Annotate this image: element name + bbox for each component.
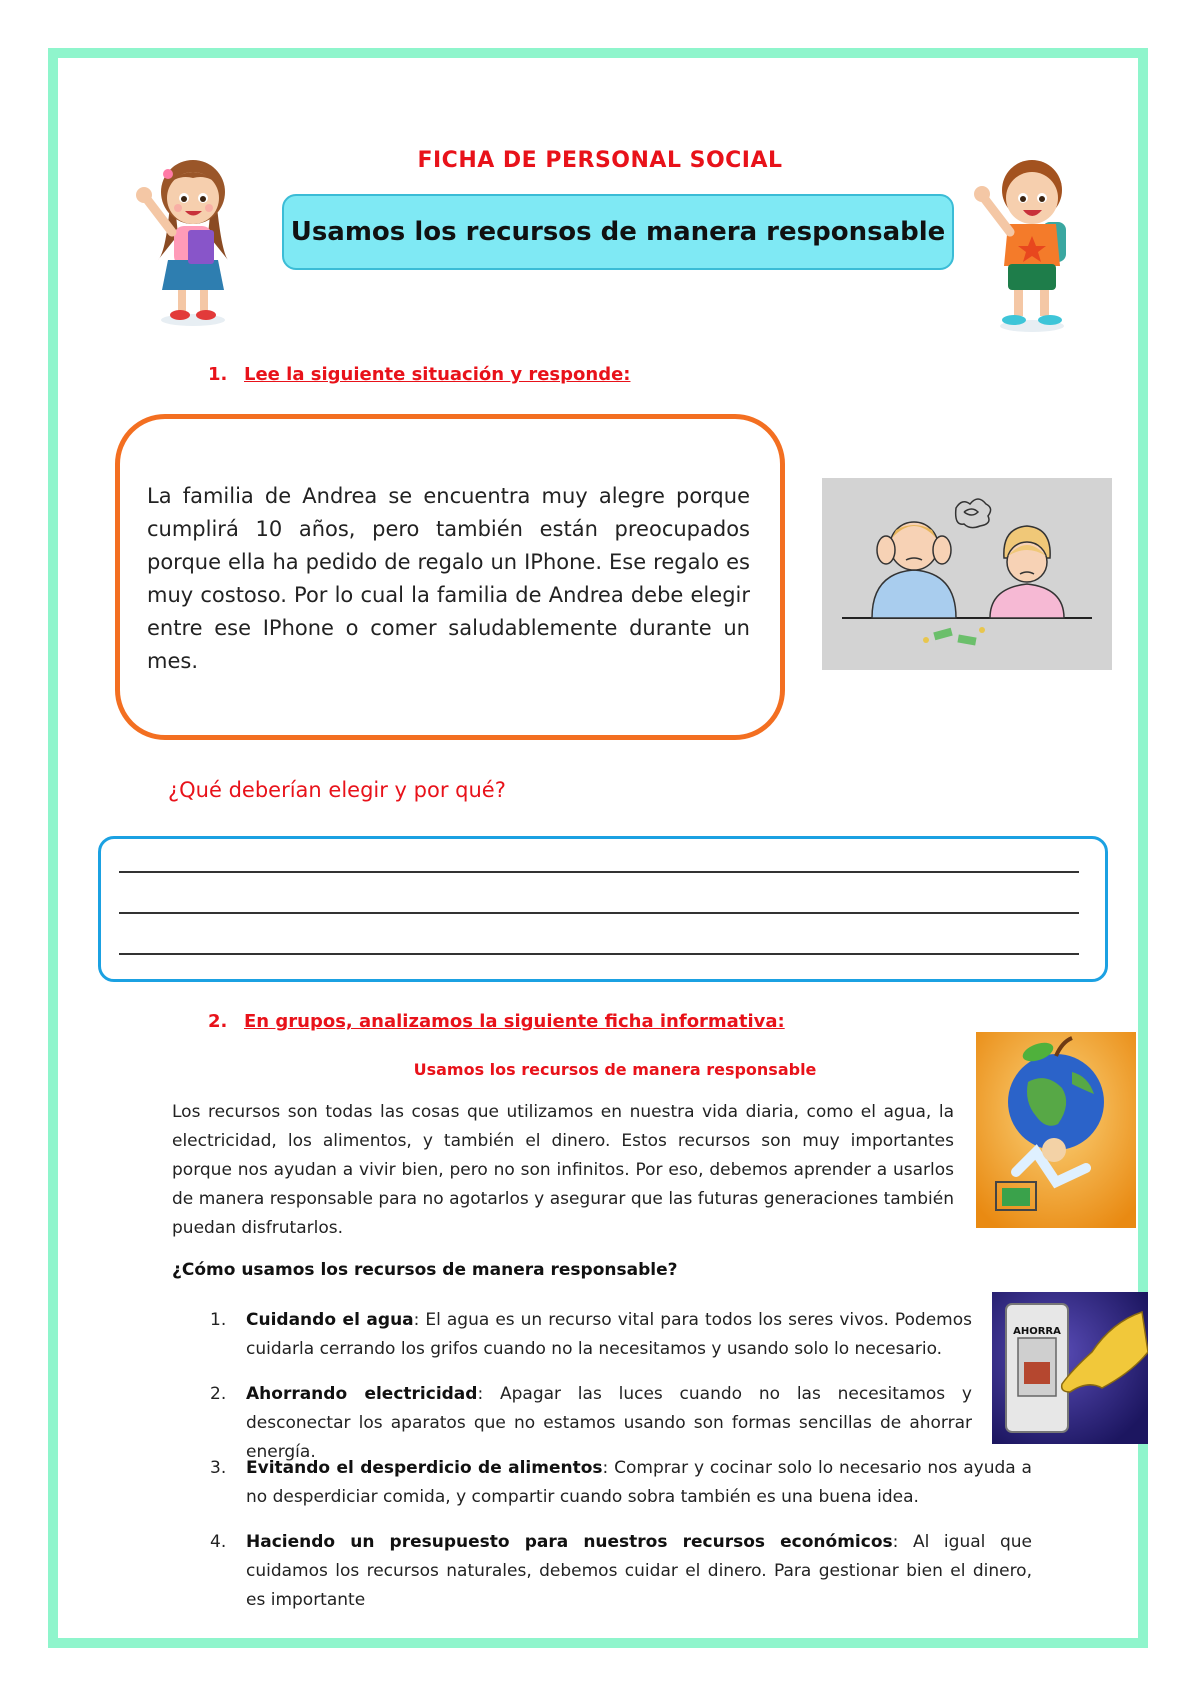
light-switch-illustration (992, 1292, 1148, 1444)
question-text: ¿Qué deberían elegir y por qué? (168, 778, 506, 802)
list-item-2-text: : Apagar las luces cuando no las necesitamos y desconectar los aparatos que no estamos usando son formas sencillas de ahorrar energía. (246, 1384, 972, 1462)
section-2-heading-text: En grupos, analizamos la siguiente ficha informativa: (244, 1011, 785, 1032)
list-item-3-text: : Comprar y cocinar solo lo necesario nos ayuda a no desperdiciar comida, y compartir cuando sobra también es una buena idea. (246, 1458, 1032, 1507)
worksheet-title: FICHA DE PERSONAL SOCIAL (417, 148, 783, 173)
list-item-1-title: Cuidando el agua (246, 1310, 414, 1330)
list-item-4 (210, 1528, 1032, 1615)
list-item-3-number: 3. (210, 1458, 227, 1478)
list-item-3 (210, 1454, 1032, 1512)
info-paragraph: Los recursos son todas las cosas que utilizamos en nuestra vida diaria, como el agua, la electricidad, los alimentos, y también el dinero. Estos recursos son muy importantes porque nos ayudan a vivir bien, pero no son infinitos. Por eso, debemos aprender a usarlos de manera responsable para no agotarlos y asegurar que las futuras generaciones también puedan disfrutarlos. (172, 1102, 954, 1238)
section-1-heading-text: Lee la siguiente situación y responde: (244, 364, 631, 385)
list-item-1 (210, 1306, 972, 1364)
list-item-2-number: 2. (210, 1384, 227, 1404)
list-item-3-title: Evitando el desperdicio de alimentos (246, 1458, 603, 1478)
answer-line[interactable] (119, 953, 1079, 955)
answer-line[interactable] (119, 912, 1079, 914)
story-text: La familia de Andrea se encuentra muy alegre porque cumplirá 10 años, pero también están preocupados porque ella ha pedido de regalo un IPhone. Ese regalo es muy costoso. Por lo cual la familia de Andrea debe elegir entre ese IPhone o comer saludablemente durante un mes. (147, 484, 750, 673)
list-item-1-text: : El agua es un recurso vital para todos los seres vivos. Podemos cuidarla cerrando los grifos cuando no la necesitamos y usando solo lo necesario. (246, 1310, 973, 1359)
earth-apple-illustration (976, 1032, 1136, 1228)
section-1-heading (208, 364, 630, 385)
worried-family-illustration (822, 478, 1112, 670)
switch-sign-text: AHORRA (1013, 1326, 1061, 1337)
info-sheet-title: Usamos los recursos de manera responsable (413, 1060, 817, 1079)
list-item-4-title: Haciendo un presupuesto para nuestros recursos económicos (246, 1532, 893, 1552)
subtitle-banner (282, 194, 954, 270)
subtitle-text: Usamos los recursos de manera responsable (290, 217, 946, 247)
section-2-number: 2. (208, 1011, 228, 1032)
list-item-1-number: 1. (210, 1310, 227, 1330)
section-1-number: 1. (208, 364, 228, 385)
list-item-4-number: 4. (210, 1532, 227, 1552)
answer-line[interactable] (119, 871, 1079, 873)
how-heading: ¿Cómo usamos los recursos de manera responsable? (172, 1260, 678, 1280)
list-item-4-text: : Al igual que cuidamos los recursos naturales, debemos cuidar el dinero. Para gestionar bien el dinero, es importante (246, 1532, 1032, 1610)
answer-box[interactable] (98, 836, 1108, 982)
section-2-heading (208, 1011, 785, 1032)
list-item-2-title: Ahorrando electricidad (246, 1384, 478, 1404)
